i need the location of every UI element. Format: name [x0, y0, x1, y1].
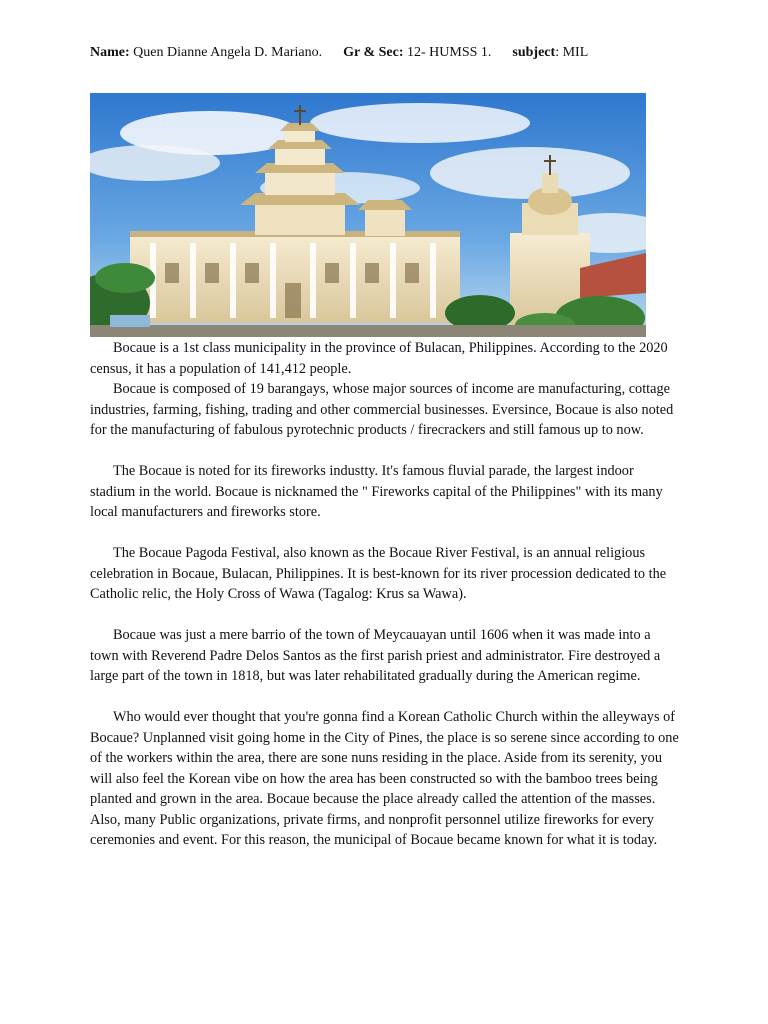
church-photo [90, 93, 646, 337]
paragraph-history: Bocaue was just a mere barrio of the town of Meycauayan until 1606 when it was made into a town with Reverend Padre Delos Santos as the first parish priest and administrator. Fire destroyed a large part of the town in 1818, but was later rehabilitated gradually during the American regime. [90, 627, 661, 684]
name-value: Quen Dianne Angela D. Mariano. [133, 45, 323, 60]
student-info-header [90, 45, 588, 61]
subject-label: subject [512, 45, 556, 60]
paragraph-population: Bocaue is a 1st class municipality in the province of Bulacan, Philippines. According to the 2020 census, it has a population of 141,412 people. [90, 340, 668, 377]
paragraph-fireworks: The Bocaue is noted for its fireworks industty. It's famous fluvial parade, the largest indoor stadium in the world. Bocaue is nicknamed the " Fireworks capital of the Philippines" with its many local manufacturers and fireworks store. [90, 463, 663, 520]
article-body [90, 338, 680, 851]
paragraph-pagoda-festival: The Bocaue Pagoda Festival, also known as the Bocaue River Festival, is an annual religious celebration in Bocaue, Bulacan, Philippines. It is best-known for its river procession dedicated to the Catholic relic, the Holy Cross of Wawa (Tagalog: Krus sa Wawa). [90, 545, 667, 602]
grade-section-label: Gr & Sec: [343, 45, 404, 60]
subject-value: : MIL [555, 45, 589, 60]
paragraph-korean-church: Who would ever thought that you're gonna find a Korean Catholic Church within the alleyways of Bocaue? Unplanned visit going home in the City of Pines, the place is so serene since according to one of the workers within the area, there are sone nuns residing in the place. Aside from its serenity, you will also feel the Korean vibe on how the area has been constructed so with the bamboo trees being planted and grown in the area. Bocaue because the place already called the attention of the masses. Also, many Public organizations, private firms, and nonprofit personnel utilize fireworks for every ceremonies and event. For this reason, the municipal of Bocaue became known for what it is today. [90, 709, 679, 848]
name-label: Name: [90, 45, 130, 60]
paragraph-barangays: Bocaue is composed of 19 barangays, whose major sources of income are manufacturing, cottage industries, farming, fishing, trading and other commercial businesses. Eversince, Bocaue is also noted for the manufacturing of fabulous pyrotechnic products / firecrackers and still famous up to now. [90, 381, 674, 438]
grade-section-value: 12- HUMSS 1. [407, 45, 492, 60]
